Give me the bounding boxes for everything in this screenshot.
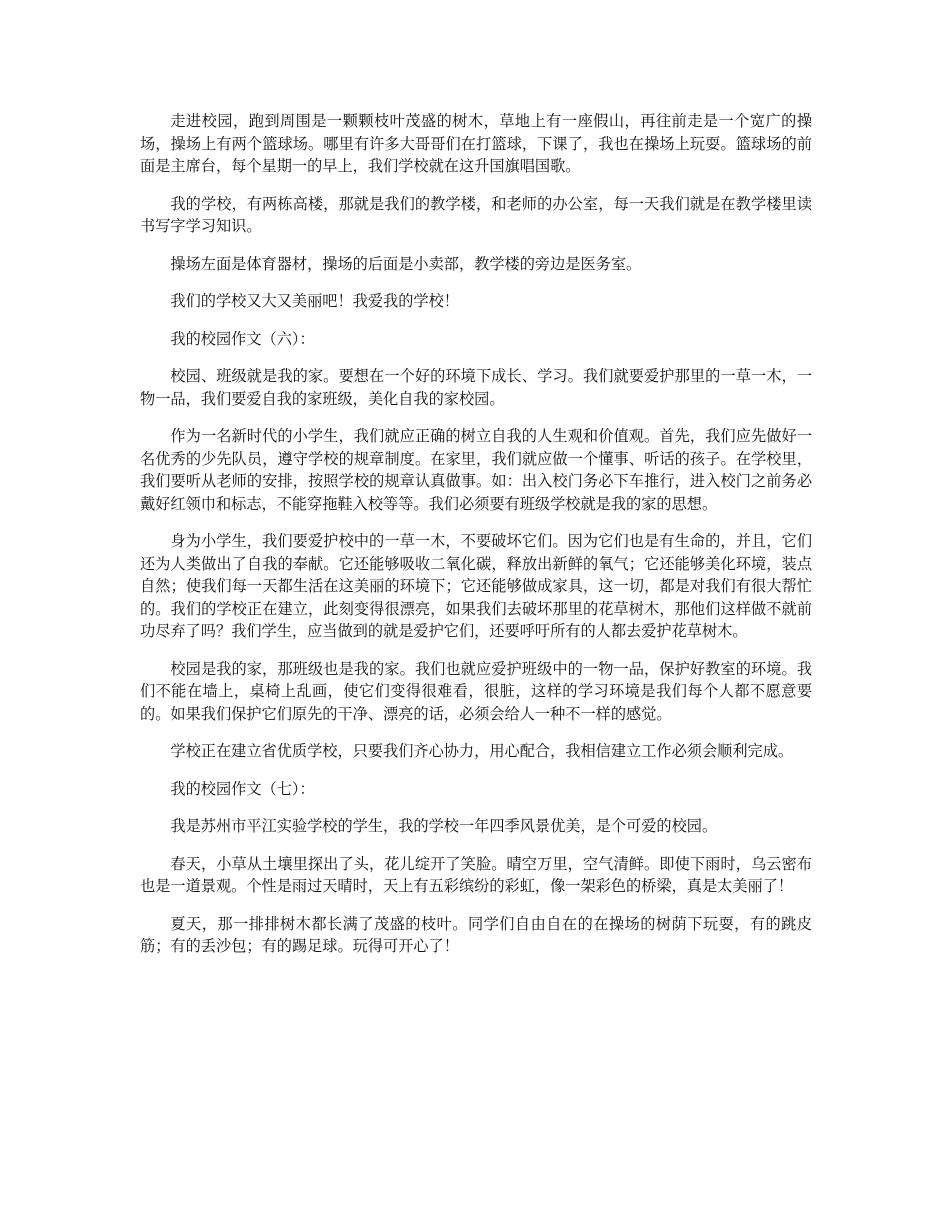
document-page <box>140 110 812 973</box>
paragraph: 春天，小草从土壤里探出了头，花儿绽开了笑脸。晴空万里，空气清鲜。即使下雨时，乌云密布也是一道景观。个性是雨过天晴时，天上有五彩缤纷的彩虹，像一架彩色的桥梁，真是太美丽了！ <box>140 854 812 895</box>
paragraph: 我的学校，有两栋高楼，那就是我们的教学楼，和老师的办公室，每一天我们就是在教学楼里读书写字学习知识。 <box>140 194 812 235</box>
paragraph: 走进校园，跑到周围是一颗颗枝叶茂盛的树木，草地上有一座假山，再往前走是一个宽广的操场，操场上有两个篮球场。哪里有许多大哥哥们在打篮球，下课了，我也在操场上玩耍。篮球场的前面是主席台，每个星期一的早上，我们学校就在这升国旗唱国歌。 <box>140 112 812 175</box>
paragraph: 夏天，那一排排树木都长满了茂盛的枝叶。同学们自由自在的在操场的树荫下玩耍，有的跳皮筋；有的丢沙包；有的踢足球。玩得可开心了！ <box>140 914 812 955</box>
paragraph: 我是苏州市平江实验学校的学生，我的学校一年四季风景优美，是个可爱的校园。 <box>170 817 718 835</box>
paragraph: 校园、班级就是我的家。要想在一个好的环境下成长、学习。我们就要爱护那里的一草一木，一物一品，我们要爱自我的家班级，美化自我的家校园。 <box>140 367 812 408</box>
paragraph: 学校正在建立省优质学校，只要我们齐心协力，用心配合，我相信建立工作必须会顺利完成。 <box>170 742 794 760</box>
paragraph: 作为一名新时代的小学生，我们就应正确的树立自我的人生观和价值观。首先，我们应先做好一名优秀的少先队员，遵守学校的规章制度。在家里，我们就应做一个懂事、听话的孩子。在学校里，我们要听从老师的安排，按照学校的规章认真做事。如：出入校门务必下车推行，进入校门之前务必戴好红领巾和标志，不能穿拖鞋入校等等。我们必须要有班级学校就是我的家的思想。 <box>140 427 812 513</box>
section-heading: 我的校园作文（七）： <box>170 779 315 798</box>
paragraph: 身为小学生，我们要爱护校中的一草一木，不要破坏它们。因为它们也是有生命的，并且，它们还为人类做出了自我的奉献。它还能够吸收二氧化碳，释放出新鲜的氧气；它还能够美化环境，装点自然；使我们每一天都生活在这美丽的环境下；它还能够做成家具，这一切，都是对我们有很大帮忙的。我们的学校正在建立，此刻变得很漂亮，如果我们去破坏那里的花草树木，那他们这样做不就前功尽弃了吗？我们学生，应当做到的就是爱护它们，还要呼吁所有的人都去爱护花草树木。 <box>140 532 812 640</box>
paragraph: 操场左面是体育器材，操场的后面是小卖部，教学楼的旁边是医务室。 <box>170 254 642 273</box>
paragraph: 校园是我的家，那班级也是我的家。我们也就应爱护班级中的一物一品，保护好教室的环境。我们不能在墙上，桌椅上乱画，使它们变得很难看，很脏，这样的学习环境是我们每个人都不愿意要的。如果我们保护它们原先的干净、漂亮的话，必须会给人一种不一样的感觉。 <box>140 659 812 723</box>
paragraph: 我们的学校又大又美丽吧！我爱我的学校！ <box>170 292 459 310</box>
section-heading: 我的校园作文（六）： <box>170 329 315 348</box>
